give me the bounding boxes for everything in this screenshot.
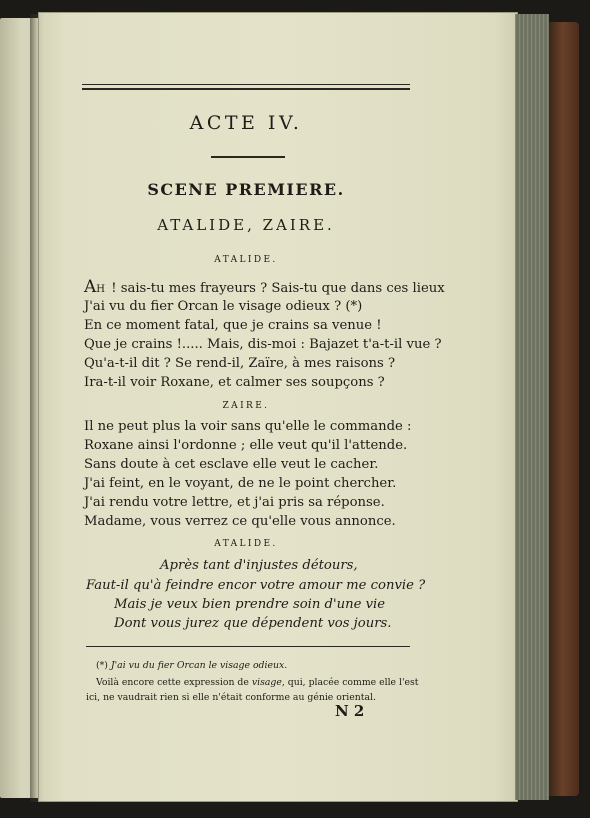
verse-line: Que je crains !..... Mais, dis-moi : Bajazet t'a-t-il vue ? [84, 337, 442, 352]
book-cover [549, 22, 579, 796]
verse-line: J'ai vu du fier Orcan le visage odieux ? (*) [84, 299, 363, 314]
verse-line-italic: Dont vous jurez que dépendent vos jours. [114, 616, 392, 631]
page-gutter [30, 14, 44, 802]
footnote-line: ici, ne vaudrait rien si elle n'était conforme au génie oriental. [86, 692, 376, 703]
verse-line: Ira-t-il voir Roxane, et calmer ses soupçons ? [84, 375, 385, 390]
speaker-atalide-1: ATALIDE. [214, 255, 278, 265]
verse-line: J'ai rendu votre lettre, et j'ai pris sa réponse. [84, 495, 385, 510]
verse-line-italic: Après tant d'injustes détours, [160, 558, 358, 573]
verse-line: En ce moment fatal, que je crains sa venue ! [84, 318, 382, 333]
header-double-rule [82, 84, 410, 90]
footnote-heading [96, 660, 287, 671]
small-cap: H [96, 284, 108, 295]
scene-characters: ATALIDE, ZAIRE. [157, 216, 335, 234]
act-title: ACTE IV. [189, 112, 303, 134]
scene-title: SCENE PREMIERE. [147, 180, 345, 199]
verse-line: Roxane ainsi l'ordonne ; elle veut qu'il l'attende. [84, 438, 408, 453]
footnote-line [96, 677, 419, 688]
drop-cap: A [84, 277, 97, 297]
verse-line-italic: Faut-il qu'à feindre encor votre amour me convie ? [86, 578, 426, 593]
verse-line: Qu'a-t-il dit ? Se rend-il, Zaïre, à mes raisons ? [84, 356, 396, 371]
signature-mark: N 2 [335, 702, 365, 720]
page-edges [515, 14, 549, 800]
verse-line-italic: Mais je veux bien prendre soin d'une vie [114, 597, 386, 612]
act-rule [211, 156, 285, 158]
footnote-marker: (*) [96, 660, 108, 671]
verse-line: Sans doute à cet esclave elle veut le cacher. [84, 457, 379, 472]
speaker-zaire: ZAIRE. [222, 401, 270, 411]
speaker-atalide-2: ATALIDE. [214, 539, 278, 549]
verse-line: J'ai feint, en le voyant, de ne le point chercher. [84, 476, 397, 491]
footnote-rule [86, 646, 410, 647]
footnote-text: , qui, placée comme elle l'est [281, 677, 419, 688]
verse-line: Il ne peut plus la voir sans qu'elle le commande : [84, 419, 412, 434]
verse-text: ! sais-tu mes frayeurs ? Sais-tu que dans ces lieux [107, 281, 445, 296]
verse-line [84, 277, 445, 297]
verse-line: Madame, vous verrez ce qu'elle vous annonce. [84, 514, 396, 529]
footnote-quote: J'ai vu du fier Orcan le visage odieux. [110, 660, 288, 671]
footnote-text: Voilà encore cette expression de [96, 677, 252, 688]
footnote-italic-word: visage [251, 677, 282, 688]
